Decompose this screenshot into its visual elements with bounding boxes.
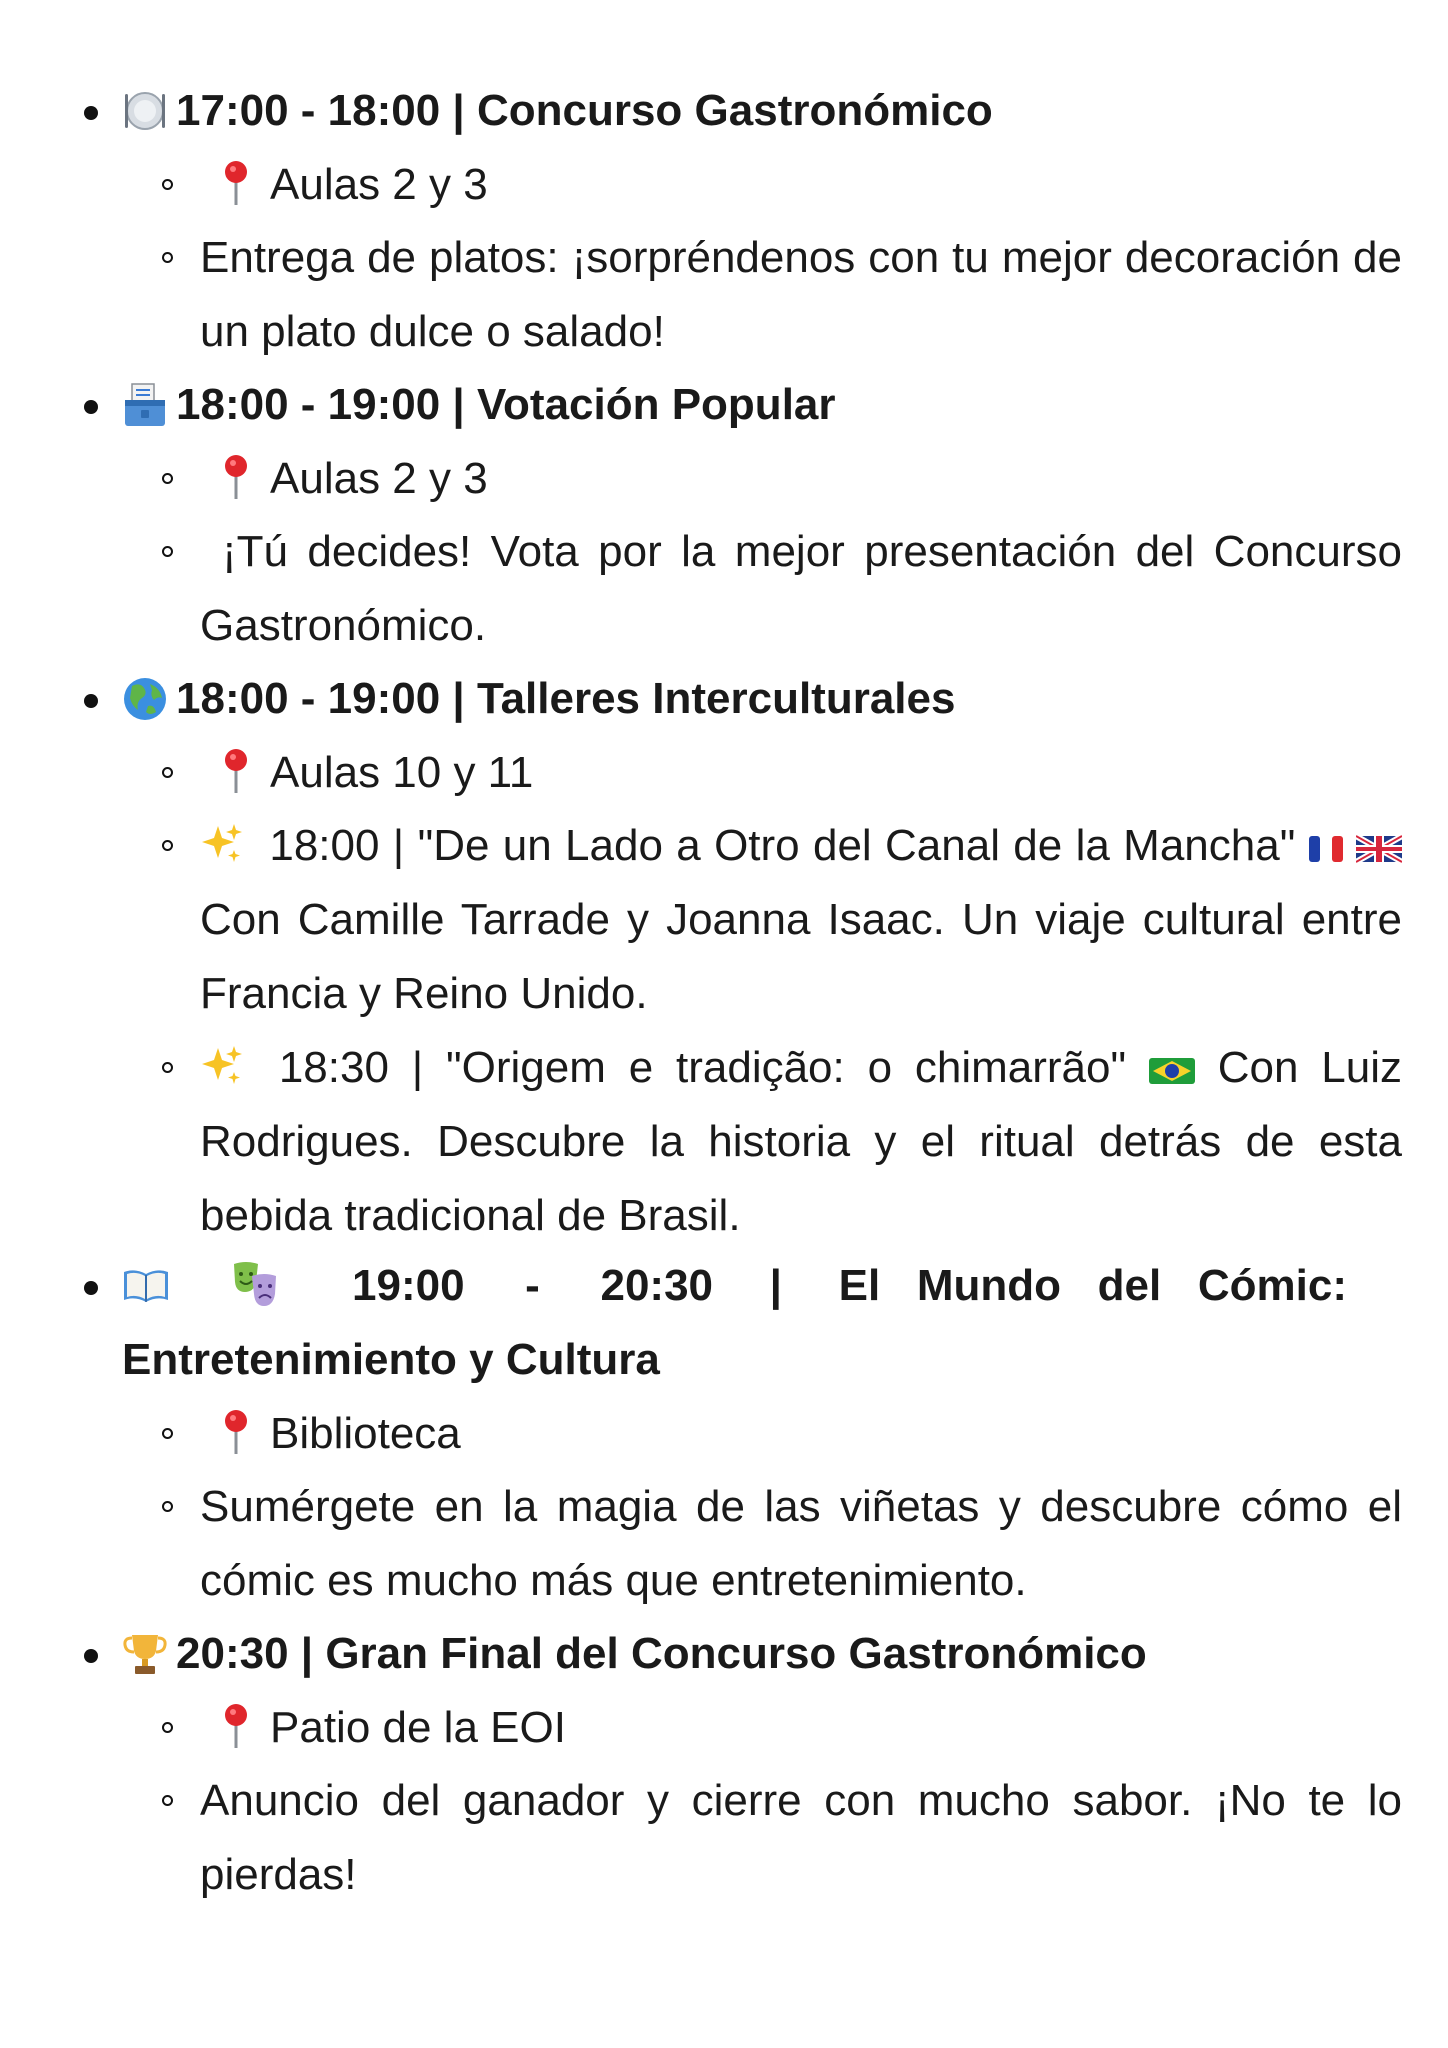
separator: | [452,380,465,429]
workshop-time: 18:30 [278,1043,389,1092]
event-location [200,442,1402,516]
uk-flag-icon [1356,834,1402,864]
separator: | [392,821,405,870]
location-text: Aulas 2 y 3 [270,454,488,503]
event-time: 17:00 - 18:00 [176,86,441,135]
event-bullet [84,694,98,708]
event-title: El Mundo del Cómic: Entretenimiento y Cultura [122,1261,1348,1384]
fork-knife-plate-icon [122,88,168,134]
location-text: Aulas 10 y 11 [270,748,534,797]
separator: | [452,86,465,135]
france-flag-icon [1309,834,1343,864]
separator: | [411,1043,424,1092]
event-description: Entrega de platos: ¡sorpréndenos con tu mejor decoración de un plato dulce o salado! [200,233,1402,356]
globe-icon [122,676,168,722]
event-heading [122,1249,1347,1397]
workshop-name: "Origem e tradição: o chimarrão" [446,1043,1127,1092]
event-bullet [84,400,98,414]
event-location [200,1397,1402,1471]
ballot-box-icon [122,382,168,428]
theater-masks-icon [230,1260,282,1310]
event-title: Talleres Interculturales [476,674,956,723]
book-icon [122,1266,170,1306]
location-pin-icon [216,1408,256,1456]
event-time: 18:00 - 19:00 [176,674,441,723]
workshop-time: 18:00 [269,821,380,870]
event-description: ¡Tú decides! Vota por la mejor presentación del Concurso Gastronómico. [200,527,1402,650]
sparkles-icon [200,1044,244,1088]
workshop-details: Con Camille Tarrade y Joanna Isaac. Un viaje cultural entre Francia y Reino Unido. [200,895,1402,1018]
event-heading [176,662,955,736]
separator: | [452,674,465,723]
separator: | [769,1261,782,1310]
event-location [200,1691,1402,1765]
workshop-details: Con Luiz Rodrigues. Descubre la historia y el ritual detrás de esta bebida tradicional de Brasil. [200,1043,1402,1240]
event-bullet [84,106,98,120]
sub-bullet [162,1428,173,1439]
sparkles-icon [200,822,244,866]
workshop-item [200,809,1402,1031]
event-bullet [84,1649,98,1663]
event-location [200,148,1402,222]
location-pin-icon [216,1702,256,1750]
sub-bullet [162,546,173,557]
event-title: Votación Popular [476,380,836,429]
event-bullet [84,1281,98,1295]
location-text: Biblioteca [270,1409,461,1458]
location-pin-icon [216,747,256,795]
event-location [200,736,1402,810]
location-pin-icon [216,159,256,207]
event-time: 19:00 - 20:30 [352,1261,714,1310]
sub-bullet [162,179,173,190]
location-text: Patio de la EOI [270,1703,566,1752]
workshop-item [200,1031,1402,1253]
event-heading [176,74,993,148]
sub-bullet [162,1722,173,1733]
sub-bullet [162,252,173,263]
event-time: 20:30 [176,1629,289,1678]
event-title: Gran Final del Concurso Gastronómico [325,1629,1147,1678]
location-text: Aulas 2 y 3 [270,160,488,209]
trophy-icon [122,1631,168,1677]
event-heading [176,368,836,442]
sub-bullet [162,840,173,851]
sub-bullet [162,767,173,778]
separator: | [300,1629,314,1678]
brazil-flag-icon [1149,1056,1195,1086]
location-pin-icon [216,453,256,501]
sub-bullet [162,1501,173,1512]
sub-bullet [162,1795,173,1806]
event-description: Sumérgete en la magia de las viñetas y descubre cómo el cómic es mucho más que entretenimiento. [200,1482,1402,1605]
event-description: Anuncio del ganador y cierre con mucho sabor. ¡No te lo pierdas! [200,1776,1402,1899]
sub-bullet [162,473,173,484]
event-heading [176,1617,1147,1691]
event-time: 18:00 - 19:00 [176,380,441,429]
workshop-name: "De un Lado a Otro del Canal de la Mancha" [417,821,1296,870]
sub-bullet [162,1062,173,1073]
event-title: Concurso Gastronómico [476,86,993,135]
